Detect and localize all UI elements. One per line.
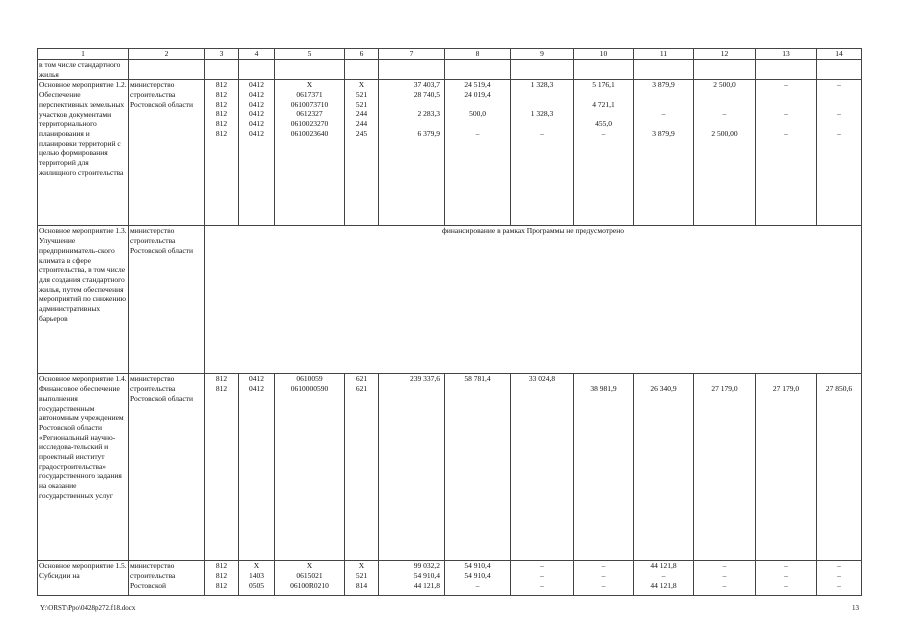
cell-value: 26 340,9 xyxy=(650,384,677,394)
column-header: 1 xyxy=(38,49,129,60)
cell-value: 5 176,1 xyxy=(592,80,615,90)
cell-value: 4 721,1 xyxy=(592,99,615,109)
cell-value xyxy=(695,119,754,129)
cell-value xyxy=(635,374,692,384)
value-cell xyxy=(239,80,275,226)
value-cell xyxy=(379,80,445,226)
cell-value: 244 xyxy=(355,119,368,129)
value-cell xyxy=(239,561,275,596)
value-cell xyxy=(634,561,694,596)
table-row xyxy=(38,374,862,561)
cell-value: 0412 xyxy=(249,374,264,384)
value-cell xyxy=(634,60,694,80)
cell-value: – xyxy=(540,128,544,138)
value-cell xyxy=(694,561,756,596)
cell-value: – xyxy=(784,80,788,90)
cell-value: Х xyxy=(253,561,260,571)
column-header: 11 xyxy=(634,49,694,60)
cell-value: 54 910,4 xyxy=(413,571,440,581)
value-cell xyxy=(275,374,345,561)
cell-value: 812 xyxy=(215,128,228,138)
value-cell xyxy=(817,374,862,561)
cell-value: 2 500,00 xyxy=(711,128,738,138)
value-cell xyxy=(511,374,574,561)
table-row xyxy=(38,226,862,374)
value-cell xyxy=(345,561,379,596)
cell-value xyxy=(695,100,754,110)
cell-value: 2 500,0 xyxy=(713,80,736,90)
cell-value: 0412 xyxy=(249,128,264,138)
cell-value: – xyxy=(540,580,544,590)
cell-value xyxy=(757,374,815,384)
cell-value: 0412 xyxy=(249,384,264,394)
cell-value xyxy=(446,100,509,110)
cell-value xyxy=(512,90,572,100)
value-cell xyxy=(445,561,511,596)
cell-value: 521 xyxy=(355,571,368,581)
column-header: 9 xyxy=(511,49,574,60)
cell-value: – xyxy=(784,128,788,138)
cell-value: 812 xyxy=(215,99,228,109)
column-header: 3 xyxy=(205,49,239,60)
column-header: 7 xyxy=(379,49,445,60)
cell-value: 0412 xyxy=(249,109,264,119)
responsible-org: министерство строительства Ростовской xyxy=(129,561,205,596)
cell-value: 44 121,8 xyxy=(413,580,440,590)
cell-value xyxy=(512,100,572,110)
cell-value: – xyxy=(601,571,606,581)
cell-value: 812 xyxy=(215,90,228,100)
cell-value xyxy=(512,119,572,129)
cell-value: – xyxy=(661,571,666,581)
value-cell xyxy=(345,80,379,226)
value-cell xyxy=(345,374,379,561)
value-cell xyxy=(634,374,694,561)
financing-note: финансирование в рамках Программы не предусмотрено xyxy=(205,226,862,374)
cell-value: 0617371 xyxy=(296,90,323,100)
value-cell xyxy=(511,60,574,80)
cell-value: 245 xyxy=(355,128,368,138)
value-cell xyxy=(205,80,239,226)
cell-value: 812 xyxy=(215,119,228,129)
responsible-org: министерство строительства Ростовской области xyxy=(129,80,205,226)
value-cell xyxy=(511,80,574,226)
table-row xyxy=(38,60,862,80)
cell-value xyxy=(512,384,572,394)
table-row xyxy=(38,561,862,596)
cell-value: – xyxy=(722,571,727,581)
cell-value: 6 379,9 xyxy=(417,128,440,138)
cell-value: – xyxy=(837,571,841,581)
cell-value: 44 121,8 xyxy=(650,561,677,571)
cell-value: – xyxy=(784,109,788,119)
cell-value: 27 179,0 xyxy=(711,384,738,394)
cell-value: – xyxy=(540,561,544,571)
value-cell xyxy=(574,374,634,561)
value-cell xyxy=(694,80,756,226)
value-cell xyxy=(275,561,345,596)
value-cell xyxy=(574,80,634,226)
cell-value xyxy=(818,119,860,129)
cell-value: – xyxy=(475,128,480,138)
cell-value: 0610073710 xyxy=(290,99,329,109)
cell-value: 0615021 xyxy=(296,571,323,581)
activity-name: в том числе стандартного жилья xyxy=(38,60,129,80)
cell-value: 455,0 xyxy=(595,119,612,129)
cell-value: 521 xyxy=(355,99,368,109)
cell-value: 24 519,4 xyxy=(464,80,491,90)
cell-value: 44 121,8 xyxy=(650,580,677,590)
header-row xyxy=(38,49,862,60)
cell-value: 24 019,4 xyxy=(464,90,491,100)
cell-value: 0610023270 xyxy=(290,119,329,129)
activity-name: Основное мероприятие 1.2. Обеспечение перспективных земельных участков документами территориального планирования и планировки территорий с целью формирования территорий для жилищного строительства xyxy=(38,80,129,226)
cell-value xyxy=(446,119,509,129)
cell-value: – xyxy=(837,80,841,90)
value-cell xyxy=(379,374,445,561)
column-header: 12 xyxy=(694,49,756,60)
responsible-org: министерство строительства Ростовской области xyxy=(129,226,205,374)
cell-value: Х xyxy=(306,561,313,571)
cell-value: 0412 xyxy=(249,99,264,109)
cell-value: 812 xyxy=(215,80,228,90)
value-cell xyxy=(817,561,862,596)
value-cell xyxy=(239,60,275,80)
cell-value: 812 xyxy=(215,571,228,581)
value-cell xyxy=(694,60,756,80)
activity-name: Основное мероприятие 1.4. Финансовое обеспечение выполнения государственным автономным учреждением Ростовской области «Региональный научно-исследова-тельский и проектный институт градостроительства» государственного задания на оказание государственных услуг xyxy=(38,374,129,561)
cell-value: – xyxy=(722,580,727,590)
value-cell xyxy=(756,561,817,596)
cell-value: – xyxy=(837,580,841,590)
column-header: 13 xyxy=(756,49,817,60)
cell-value xyxy=(380,119,443,129)
cell-value: 1 328,3 xyxy=(530,109,554,119)
value-cell xyxy=(275,80,345,226)
cell-value: – xyxy=(722,561,727,571)
cell-value xyxy=(818,90,860,100)
value-cell xyxy=(634,80,694,226)
cell-value xyxy=(695,90,754,100)
cell-value xyxy=(695,374,754,384)
cell-value: 54 910,4 xyxy=(464,571,491,581)
value-cell xyxy=(817,80,862,226)
value-cell xyxy=(379,60,445,80)
cell-value: 0610023640 xyxy=(290,128,329,138)
cell-value: 812 xyxy=(215,109,228,119)
column-header: 4 xyxy=(239,49,275,60)
cell-value xyxy=(818,100,860,110)
cell-value: Х xyxy=(306,80,313,90)
value-cell xyxy=(694,374,756,561)
cell-value: – xyxy=(837,561,841,571)
value-cell xyxy=(379,561,445,596)
cell-value: 3 879,9 xyxy=(652,128,675,138)
cell-value: 0412 xyxy=(249,80,264,90)
cell-value xyxy=(635,90,692,100)
cell-value: – xyxy=(837,109,841,119)
activity-name: Основное мероприятие 1.3. Улучшение предприниматель-ского климата в сфере строительства, в том числе для создания стандартного жилья, путем обеспечения мероприятий по снижению административных барьеров xyxy=(38,226,129,374)
column-header: 10 xyxy=(574,49,634,60)
responsible-org xyxy=(129,60,205,80)
value-cell xyxy=(445,374,511,561)
cell-value: – xyxy=(540,571,544,581)
cell-value xyxy=(575,374,632,384)
column-header: 5 xyxy=(275,49,345,60)
responsible-org: министерство строительства Ростовской области xyxy=(129,374,205,561)
cell-value: 06100R0210 xyxy=(290,580,329,590)
cell-value: 621 xyxy=(355,374,368,384)
cell-value: – xyxy=(601,580,606,590)
value-cell xyxy=(817,60,862,80)
cell-value: 0612327 xyxy=(296,109,323,119)
cell-value: 3 879,9 xyxy=(652,80,675,90)
value-cell xyxy=(239,374,275,561)
cell-value: – xyxy=(784,561,788,571)
cell-value: 38 981,9 xyxy=(590,384,617,394)
cell-value xyxy=(757,90,815,100)
column-header: 14 xyxy=(817,49,862,60)
cell-value: 1403 xyxy=(249,571,264,581)
cell-value xyxy=(575,90,632,100)
value-cell xyxy=(205,561,239,596)
value-cell xyxy=(445,80,511,226)
cell-value: 239 337,6 xyxy=(410,374,440,384)
cell-value: 37 403,7 xyxy=(413,80,440,90)
cell-value: 0412 xyxy=(249,119,264,129)
cell-value: Х xyxy=(358,561,365,571)
column-header: 2 xyxy=(129,49,205,60)
value-cell xyxy=(445,60,511,80)
cell-value: 28 740,5 xyxy=(413,90,440,100)
value-cell xyxy=(345,60,379,80)
cell-value: – xyxy=(601,128,606,138)
cell-value xyxy=(757,100,815,110)
value-cell xyxy=(205,60,239,80)
cell-value: – xyxy=(722,109,727,119)
value-cell xyxy=(275,60,345,80)
cell-value: 27 850,6 xyxy=(825,384,853,394)
value-cell xyxy=(205,374,239,561)
value-cell xyxy=(511,561,574,596)
cell-value: 244 xyxy=(355,109,368,119)
cell-value: – xyxy=(601,561,606,571)
program-table xyxy=(37,48,862,596)
cell-value: – xyxy=(661,109,666,119)
cell-value: 0412 xyxy=(249,90,264,100)
cell-value xyxy=(757,119,815,129)
value-cell xyxy=(756,60,817,80)
column-header: 8 xyxy=(445,49,511,60)
page-number: 13 xyxy=(852,604,859,612)
cell-value: 1 328,3 xyxy=(530,80,554,90)
document-path: Y:\ORST\Ppo\0428p272.f18.docx xyxy=(40,604,136,612)
cell-value: 812 xyxy=(215,561,228,571)
cell-value xyxy=(635,100,692,110)
cell-value: 0610059 xyxy=(296,374,323,384)
cell-value: – xyxy=(784,571,788,581)
cell-value: 27 179,0 xyxy=(772,384,800,394)
table-row xyxy=(38,80,862,226)
cell-value xyxy=(575,109,632,119)
cell-value: 58 781,4 xyxy=(464,374,491,384)
cell-value: 812 xyxy=(215,580,228,590)
cell-value: – xyxy=(837,128,841,138)
value-cell xyxy=(574,561,634,596)
cell-value: 814 xyxy=(355,580,368,590)
value-cell xyxy=(756,80,817,226)
cell-value xyxy=(380,100,443,110)
cell-value xyxy=(818,374,860,384)
value-cell xyxy=(756,374,817,561)
cell-value: 521 xyxy=(355,90,368,100)
value-cell xyxy=(574,60,634,80)
cell-value: 812 xyxy=(215,374,228,384)
cell-value: 99 032,2 xyxy=(413,561,440,571)
cell-value: 2 283,3 xyxy=(417,109,440,119)
cell-value: 621 xyxy=(355,384,368,394)
cell-value xyxy=(380,384,443,394)
cell-value: 54 910,4 xyxy=(464,561,491,571)
cell-value: 0610000590 xyxy=(290,384,329,394)
cell-value: – xyxy=(475,580,480,590)
activity-name: Основное мероприятие 1.5. Субсидии на xyxy=(38,561,129,596)
cell-value xyxy=(635,119,692,129)
cell-value: 812 xyxy=(215,384,228,394)
cell-value: – xyxy=(784,580,788,590)
cell-value xyxy=(446,384,509,394)
cell-value: 33 024,8 xyxy=(528,374,556,384)
cell-value: 500,0 xyxy=(469,109,486,119)
column-header: 6 xyxy=(345,49,379,60)
cell-value: 0505 xyxy=(249,580,264,590)
cell-value: Х xyxy=(358,80,365,90)
